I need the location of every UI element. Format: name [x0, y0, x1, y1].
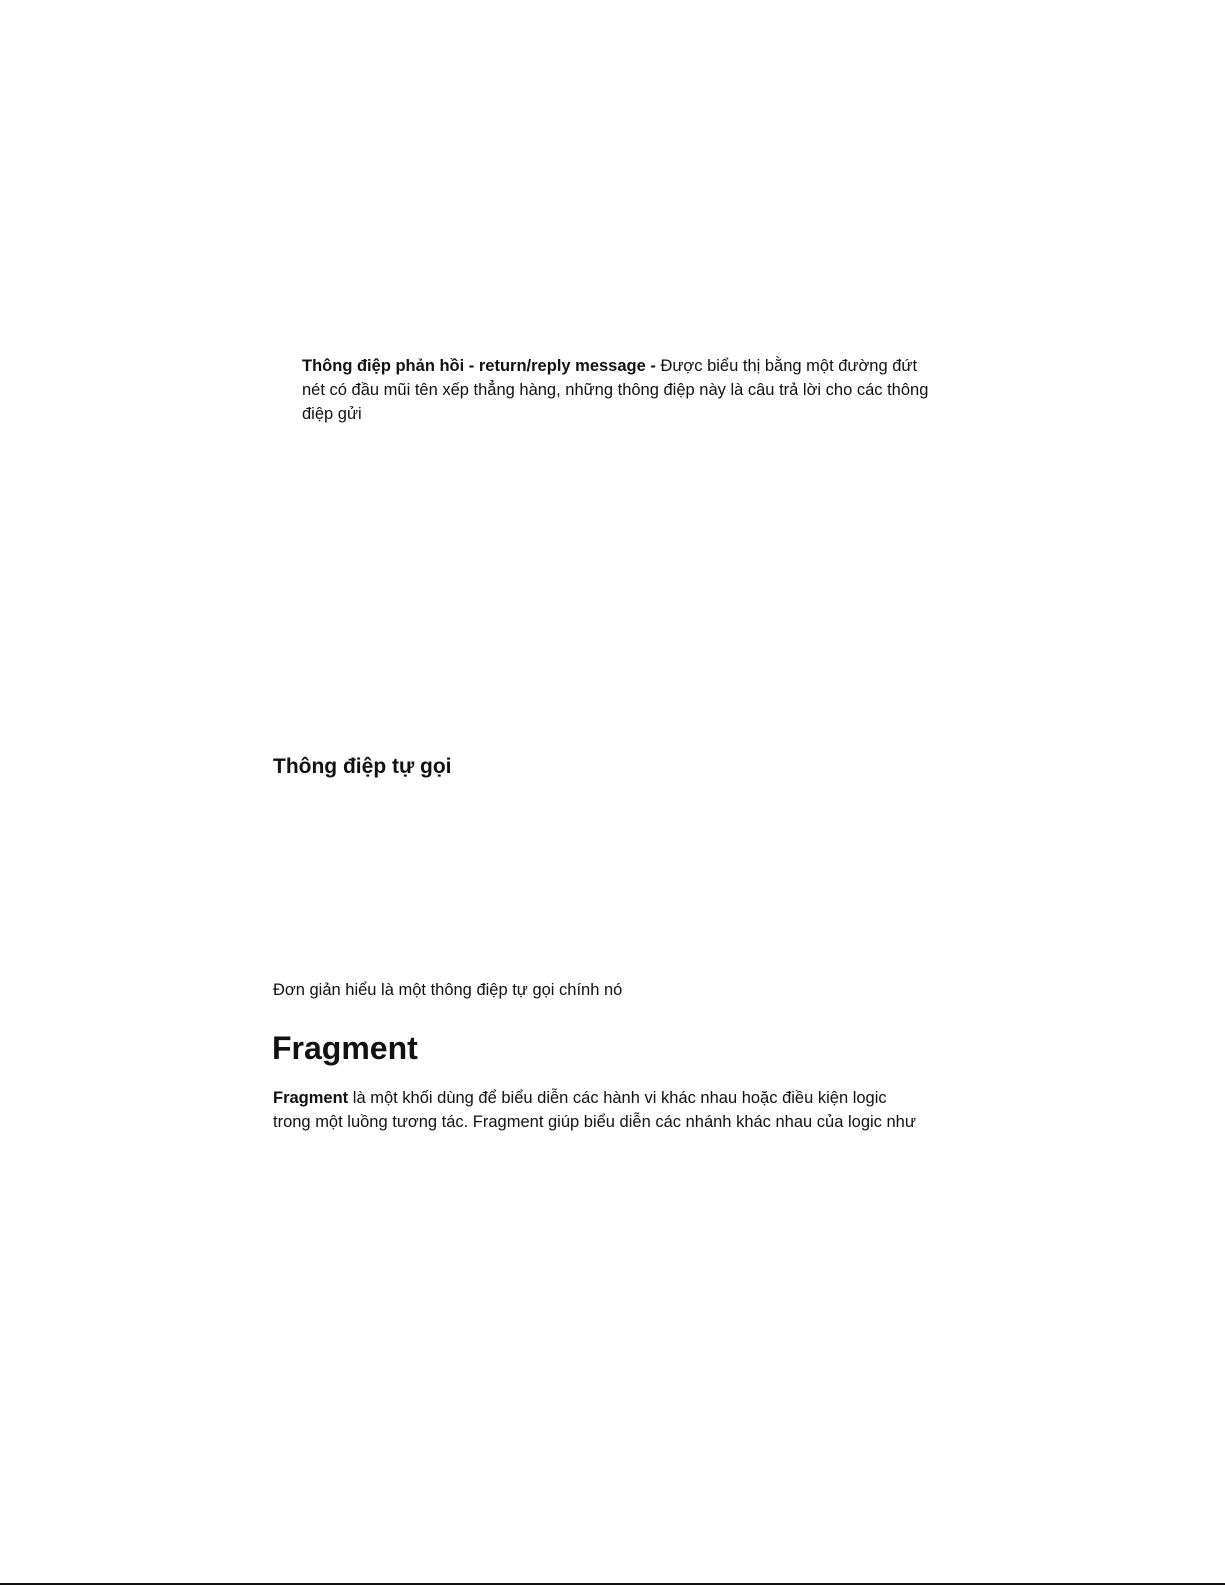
reply-message-term: Thông điệp phản hồi - return/reply message - — [302, 357, 656, 375]
fragment-paragraph — [273, 1086, 953, 1134]
reply-message-description: Được biểu thị bằng một đường đứt nét có đầu mũi tên xếp thẳng hàng, những thông điệp này là câu trả lời cho các thông điệp gửi — [302, 357, 929, 423]
fragment-term: Fragment — [273, 1089, 349, 1107]
self-message-paragraph: Đơn giản hiểu là một thông điệp tự gọi chính nó — [273, 981, 623, 999]
fragment-heading: Fragment — [272, 1030, 418, 1066]
fragment-paragraph-line-1 — [273, 1086, 953, 1110]
reply-message-item — [302, 354, 942, 426]
fragment-line1-text: là một khối dùng để biểu diễn các hành vi khác nhau hoặc điều kiện logic — [348, 1089, 887, 1107]
self-message-heading: Thông điệp tự gọi — [273, 755, 452, 778]
fragment-paragraph-line-2: trong một luồng tương tác. Fragment giúp biểu diễn các nhánh khác nhau của logic như — [273, 1113, 916, 1131]
